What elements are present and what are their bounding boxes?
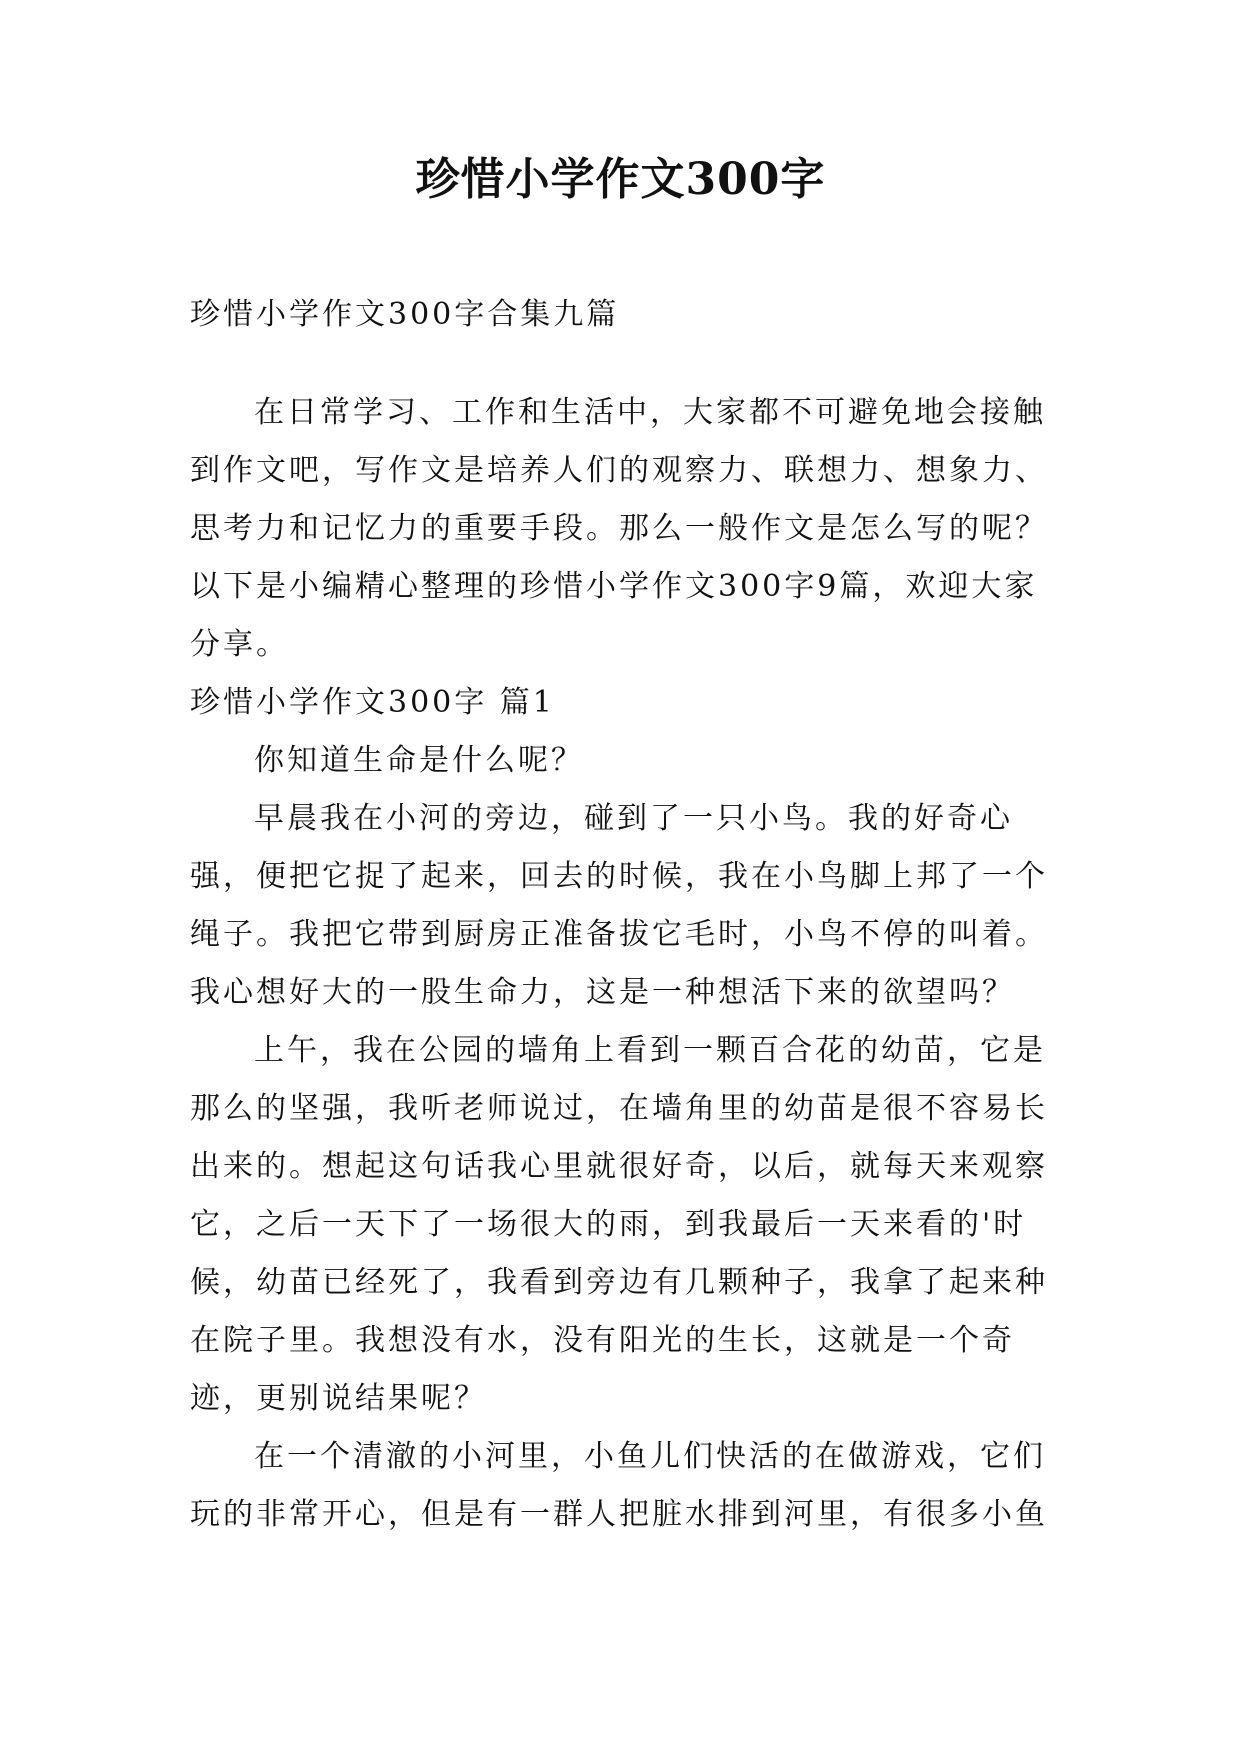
body-paragraph: 上午，我在公园的墙角上看到一颗百合花的幼苗，它是那么的坚强，我听老师说过，在墙角里的幼苗是很不容易长出来的。想起这句话我心里就很好奇，以后，就每天来观察它，之后一天下了一场很大的雨，到我最后一天来看的'时候，幼苗已经死了，我看到旁边有几颗种子，我拿了起来种在院子里。我想没有水，没有阳光的生长，这就是一个奇迹，更别说结果呢？: [190, 1033, 1048, 1416]
body-paragraph: 你知道生命是什么呢？: [254, 743, 584, 778]
body-paragraph: 在一个清澈的小河里，小鱼儿们快活的在做游戏，它们玩的非常开心，但是有一群人把脏水排到河里，有很多小鱼: [190, 1439, 1048, 1532]
document-title: 珍惜小学作文300字: [415, 154, 826, 205]
intro-paragraph: 在日常学习、工作和生活中，大家都不可避免地会接触到作文吧，写作文是培养人们的观察力、联想力、想象力、思考力和记忆力的重要手段。那么一般作文是怎么写的呢？以下是小编精心整理的珍惜小学作文300字9篇，欢迎大家分享。: [190, 395, 1048, 662]
body-paragraph: 早晨我在小河的旁边，碰到了一只小鸟。我的好奇心强，便把它捉了起来，回去的时候，我在小鸟脚上邦了一个绳子。我把它带到厨房正准备拔它毛时，小鸟不停的叫着。我心想好大的一股生命力，这是一种想活下来的欲望吗？: [190, 801, 1048, 1010]
document-subtitle: 珍惜小学作文300字合集九篇: [190, 297, 620, 332]
section-heading: 珍惜小学作文300字 篇1: [190, 685, 555, 720]
document-body: [190, 286, 1060, 1544]
